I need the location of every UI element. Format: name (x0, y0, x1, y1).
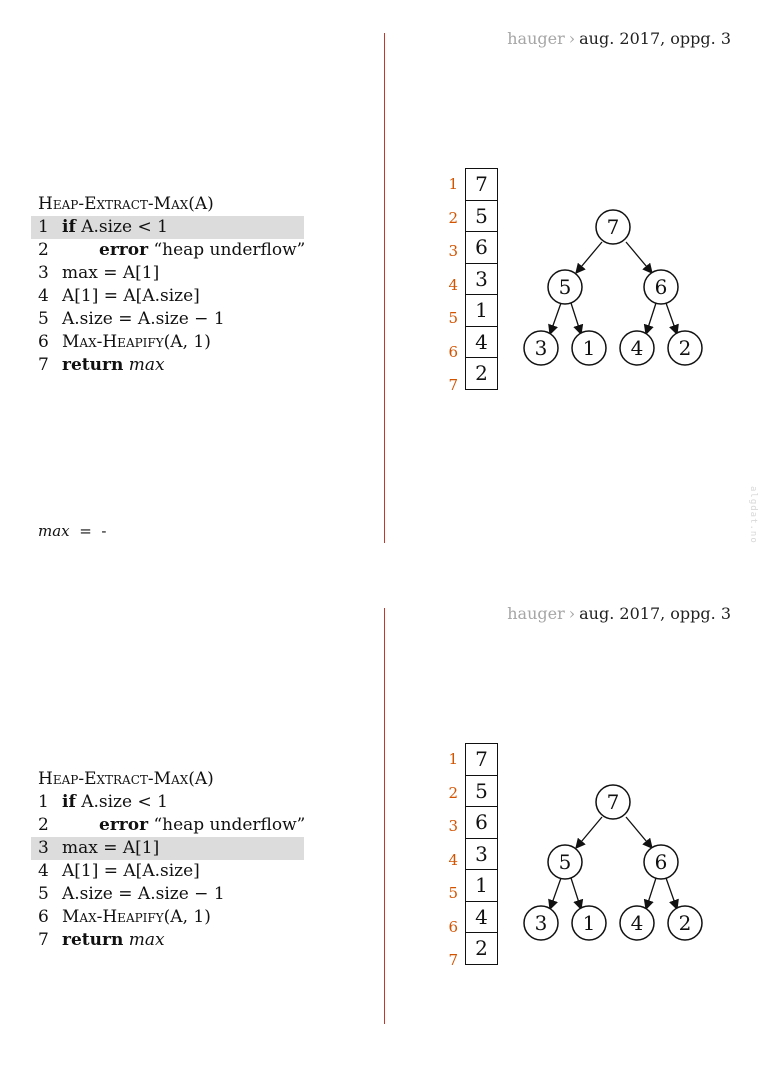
array-index-column (438, 168, 458, 403)
tree-edge (666, 878, 677, 909)
tree-edge (571, 878, 581, 909)
line-number: 6 (38, 907, 49, 927)
heap-tree (518, 205, 708, 370)
array-index: 5 (448, 884, 458, 902)
code-line-7 (38, 354, 304, 377)
code-text: max (128, 355, 165, 375)
line-number: 5 (38, 309, 49, 329)
code-line-1 (38, 791, 304, 814)
tree-node-label: 1 (582, 336, 596, 360)
heap-array (465, 743, 498, 965)
array-cell: 5 (465, 775, 498, 808)
code-text: “heap underflow” (153, 240, 306, 260)
code-line-2 (38, 814, 304, 837)
line-number: 1 (38, 792, 49, 812)
code-line-3 (38, 262, 304, 285)
breadcrumb-author[interactable]: hauger (507, 604, 565, 623)
tree-node-label: 4 (630, 336, 644, 360)
tree-edge (626, 817, 652, 848)
line-number: 5 (38, 884, 49, 904)
tree-edge (646, 303, 656, 334)
line-number: 4 (38, 286, 49, 306)
code-line-2 (38, 239, 304, 262)
array-cell: 3 (465, 263, 498, 296)
code-text: “heap underflow” (153, 815, 306, 835)
heap-array (465, 168, 498, 390)
code-line-1 (31, 216, 304, 239)
array-index: 1 (448, 750, 458, 768)
breadcrumb-author[interactable]: hauger (507, 29, 565, 48)
code-line-7 (38, 929, 304, 952)
code-text: A.size < 1 (81, 792, 168, 812)
array-index: 6 (448, 917, 458, 936)
breadcrumb-separator: › (568, 604, 576, 623)
breadcrumb-separator: › (568, 29, 576, 48)
array-cell: 4 (465, 901, 498, 934)
tree-edge (576, 817, 602, 848)
tree-node-label: 2 (678, 336, 692, 360)
array-index-column (438, 743, 458, 978)
code-text: A.size < 1 (81, 217, 168, 237)
array-cell: 2 (465, 932, 498, 965)
watermark: algdat.no (748, 486, 758, 544)
tree-node-label: 3 (534, 911, 548, 935)
code-text: max = A[1] (62, 263, 160, 283)
line-number: 6 (38, 332, 49, 352)
code-line-5 (38, 308, 304, 331)
array-cell: 5 (465, 200, 498, 233)
line-number: 7 (38, 930, 49, 950)
line-number: 7 (38, 355, 49, 375)
tree-edge (626, 242, 652, 273)
variable-readout (38, 522, 106, 540)
code-text: A.size = A.size − 1 (62, 309, 225, 329)
tree-edge (571, 303, 581, 334)
array-index: 7 (448, 376, 458, 394)
slide-2 (0, 575, 768, 1087)
keyword-return: return (62, 930, 124, 950)
array-index: 3 (448, 242, 458, 260)
array-cell: 6 (465, 806, 498, 839)
array-index: 7 (448, 951, 458, 969)
keyword-return: return (62, 355, 124, 375)
code-text: max = A[1] (62, 838, 160, 858)
array-cell: 7 (465, 168, 498, 201)
keyword-if: if (62, 217, 76, 237)
array-cell: 1 (465, 869, 498, 902)
tree-node-label: 5 (558, 850, 572, 874)
keyword-error: error (99, 240, 149, 260)
column-divider (384, 608, 385, 1024)
line-number: 4 (38, 861, 49, 881)
algorithm-title: Heap-Extract-Max(A) (38, 194, 214, 214)
array-cell: 4 (465, 326, 498, 359)
array-index: 4 (448, 850, 458, 869)
tree-node-label: 7 (606, 215, 620, 239)
keyword-if: if (62, 792, 76, 812)
array-index: 2 (448, 208, 458, 227)
code-line-5 (38, 883, 304, 906)
variable-value: - (101, 522, 107, 540)
code-text: A[1] = A[A.size] (62, 861, 200, 881)
code-text: max (128, 930, 165, 950)
line-number: 1 (38, 217, 49, 237)
heap-tree (518, 780, 708, 945)
tree-node-label: 2 (678, 911, 692, 935)
array-index: 2 (448, 783, 458, 802)
tree-node-label: 3 (534, 336, 548, 360)
array-cell: 1 (465, 294, 498, 327)
variable-name: max (38, 522, 70, 540)
code-text: A.size = A.size − 1 (62, 884, 225, 904)
array-index: 5 (448, 309, 458, 327)
line-number: 2 (38, 815, 49, 835)
code-line-3 (31, 837, 304, 860)
array-index: 4 (448, 275, 458, 294)
tree-edge (576, 242, 602, 273)
code-text: A[1] = A[A.size] (62, 286, 200, 306)
tree-edge (646, 878, 656, 909)
pseudocode-block (38, 767, 304, 952)
breadcrumb-title: aug. 2017, oppg. 3 (579, 29, 731, 48)
tree-node-label: 6 (654, 275, 668, 299)
tree-node-label: 4 (630, 911, 644, 935)
code-line-4 (38, 860, 304, 883)
array-cell: 7 (465, 743, 498, 776)
array-cell: 2 (465, 357, 498, 390)
array-cell: 6 (465, 231, 498, 264)
pseudocode-block (38, 192, 304, 377)
array-index: 6 (448, 342, 458, 361)
array-cell: 3 (465, 838, 498, 871)
breadcrumb (507, 604, 731, 623)
tree-edge (550, 303, 561, 334)
line-number: 3 (38, 838, 49, 858)
code-text: Max-Heapify(A, 1) (62, 907, 211, 927)
tree-node-label: 6 (654, 850, 668, 874)
array-index: 3 (448, 817, 458, 835)
line-number: 3 (38, 263, 49, 283)
code-line-4 (38, 285, 304, 308)
breadcrumb-title: aug. 2017, oppg. 3 (579, 604, 731, 623)
array-index: 1 (448, 175, 458, 193)
line-number: 2 (38, 240, 49, 260)
algorithm-title: Heap-Extract-Max(A) (38, 769, 214, 789)
tree-edge (666, 303, 677, 334)
variable-equals: = (79, 522, 92, 540)
tree-edge (550, 878, 561, 909)
code-text: Max-Heapify(A, 1) (62, 332, 211, 352)
code-line-6 (38, 331, 304, 354)
keyword-error: error (99, 815, 149, 835)
tree-node-label: 1 (582, 911, 596, 935)
code-line-6 (38, 906, 304, 929)
tree-node-label: 7 (606, 790, 620, 814)
breadcrumb (507, 29, 731, 48)
column-divider (384, 33, 385, 543)
tree-node-label: 5 (558, 275, 572, 299)
